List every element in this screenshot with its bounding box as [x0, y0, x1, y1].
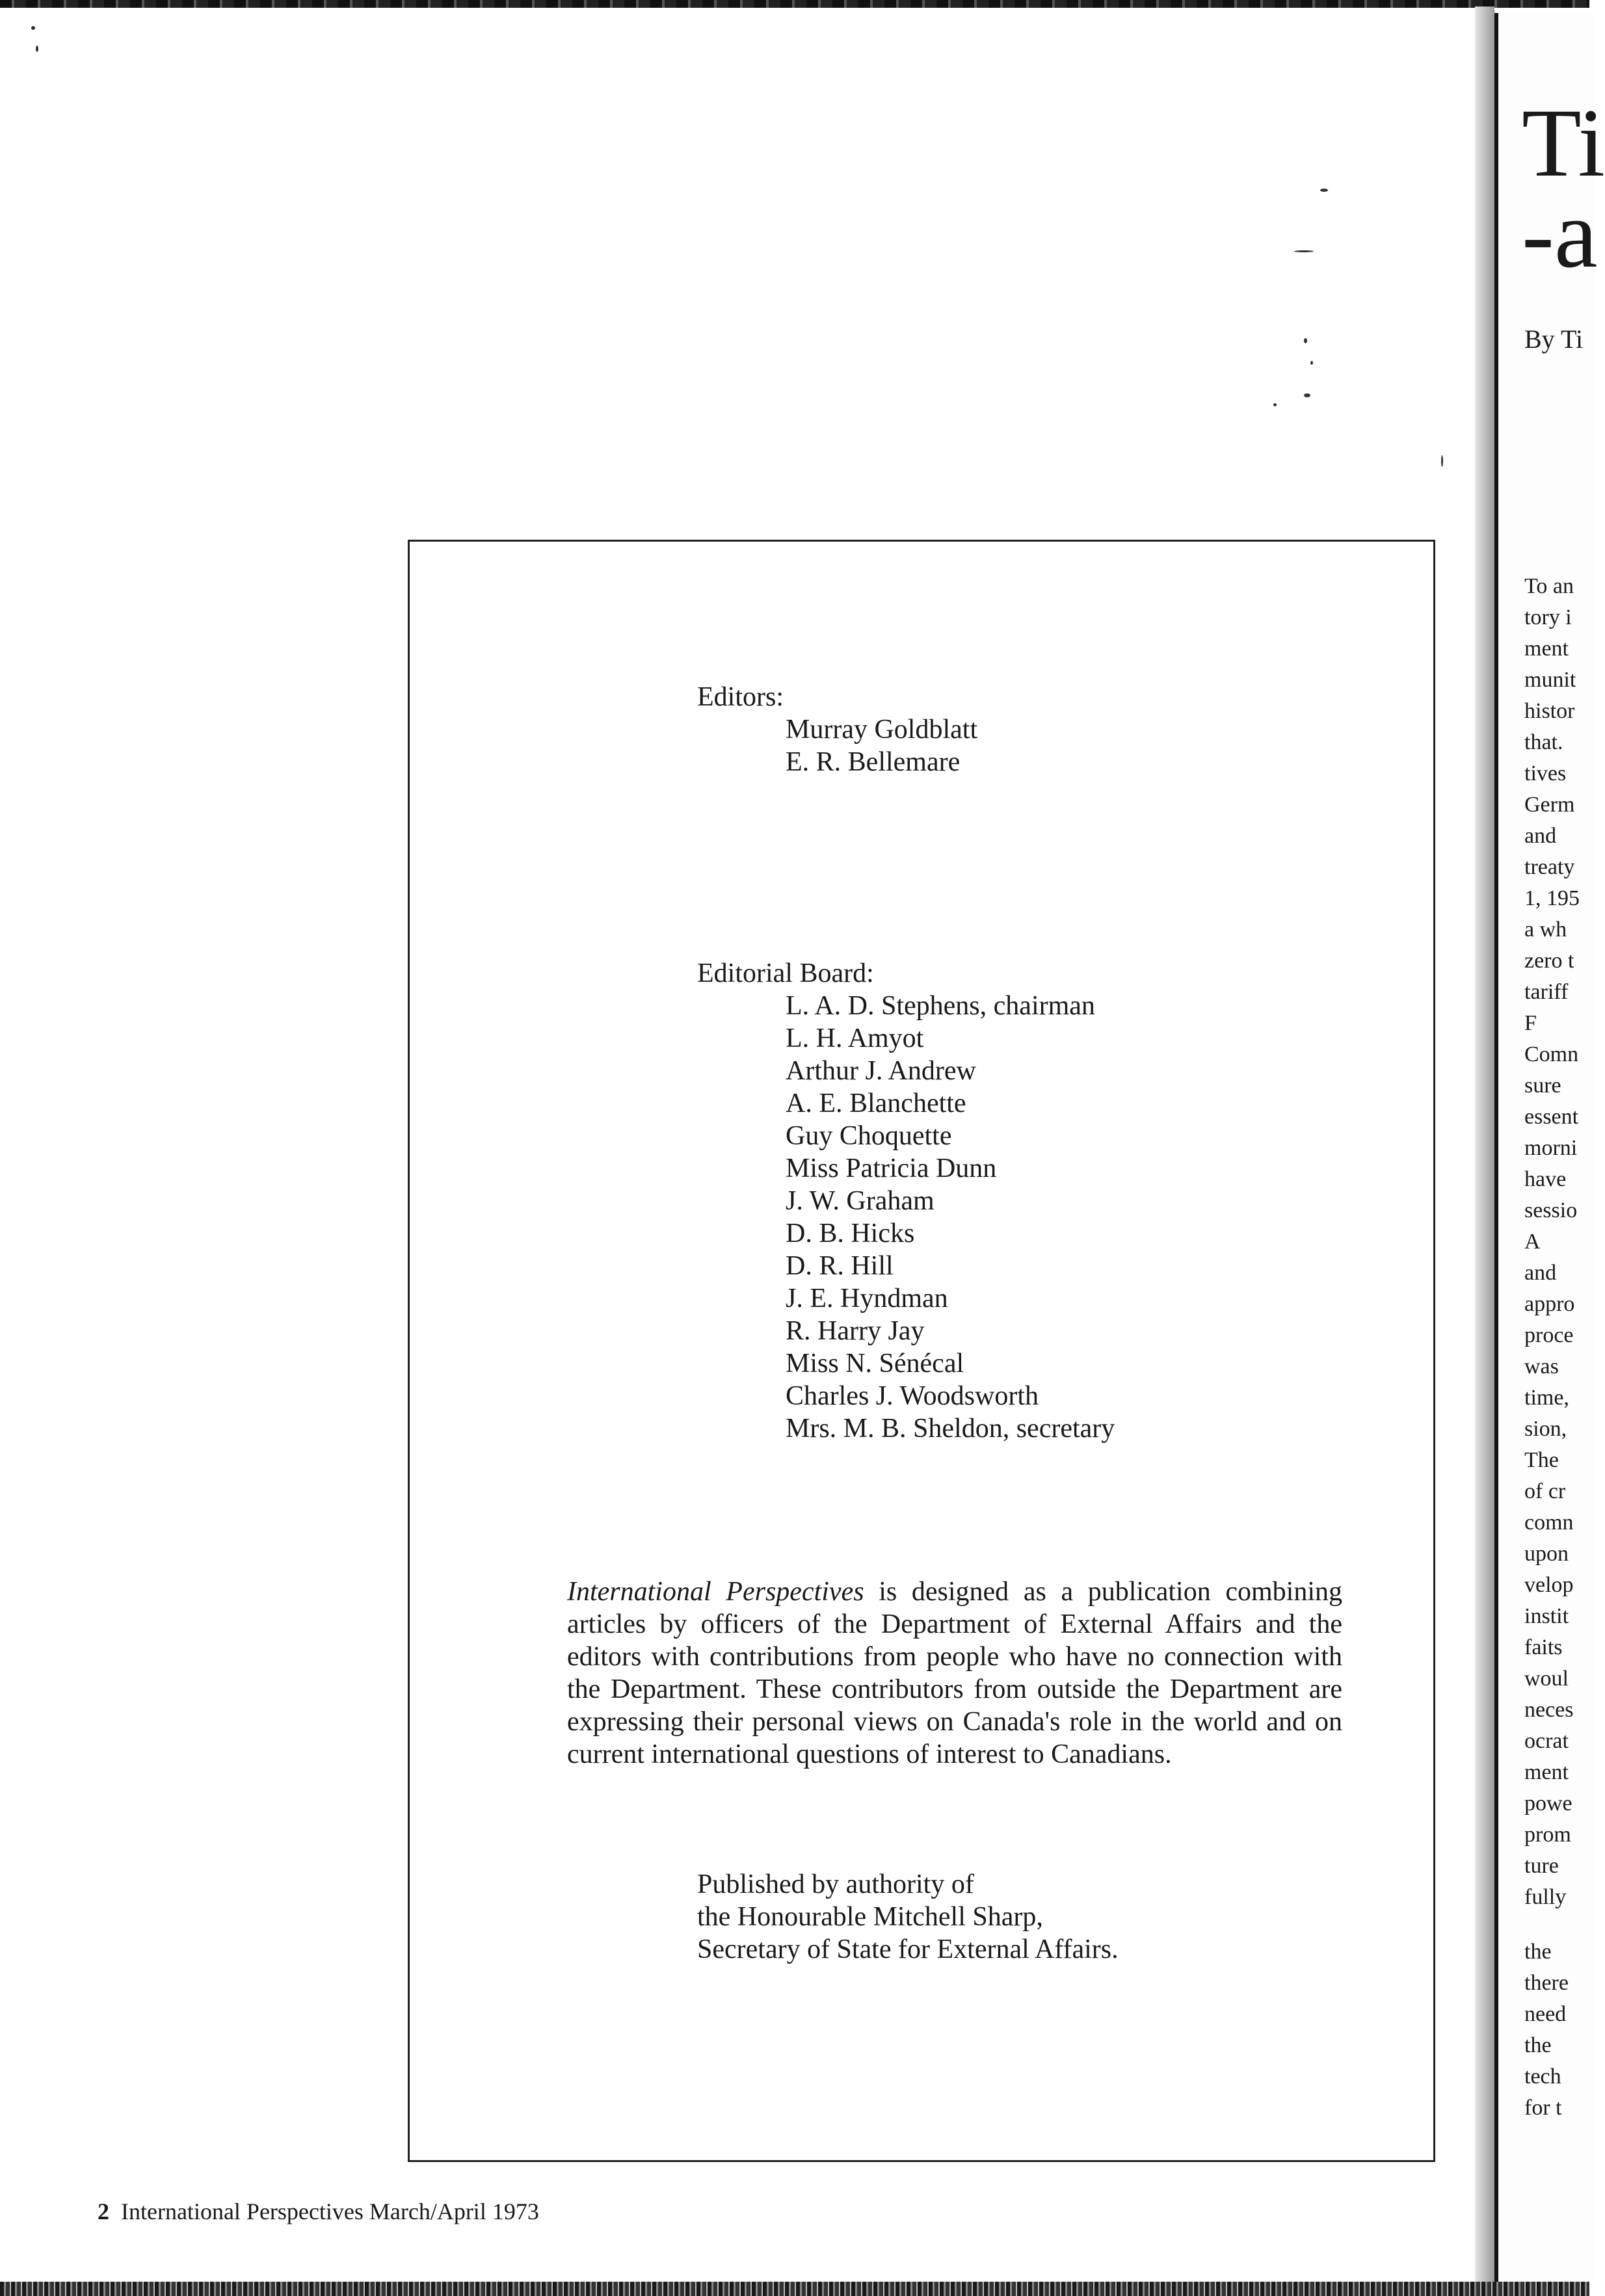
facing-body-line: the: [1524, 2033, 1552, 2057]
facing-body-line: was: [1524, 1354, 1559, 1379]
board-member: Charles J. Woodsworth: [786, 1381, 1039, 1411]
publication-description-body: is designed as a publication combining articles by officers of the Department of External Affairs and the editors with contributions from people who have no connection with the Department. These contributors from outside the Department are expressing their personal views on Canada's role in the world and on current international questions of interest to Canadians.: [567, 1577, 1343, 1769]
board-member: Mrs. M. B. Sheldon, secretary: [786, 1414, 1115, 1444]
facing-body-line: fully: [1524, 1885, 1567, 1909]
facing-body-line: have: [1524, 1167, 1567, 1191]
facing-body-line: time,: [1524, 1386, 1569, 1410]
page-gutter-shadow: [1475, 7, 1494, 2282]
scan-speck: [1320, 189, 1328, 192]
facing-page-title: [1522, 89, 1605, 288]
facing-body-line: sessio: [1524, 1198, 1578, 1222]
facing-body-line: tariff: [1524, 980, 1569, 1004]
facing-body-line: sion,: [1524, 1417, 1567, 1441]
publisher-line: Secretary of State for External Affairs.: [697, 1934, 1119, 1964]
facing-title-line: Ti: [1522, 89, 1605, 197]
board-member: Miss N. Sénécal: [786, 1349, 964, 1379]
board-member: D. R. Hill: [786, 1251, 894, 1281]
facing-body-line: faits: [1524, 1635, 1563, 1659]
facing-title-line: -a: [1522, 180, 1598, 288]
scan-speck: [1304, 338, 1307, 343]
editor-name: Murray Goldblatt: [786, 715, 978, 745]
facing-body-line: prom: [1524, 1823, 1571, 1847]
facing-body-line: munit: [1524, 668, 1576, 692]
scan-speck: [1304, 393, 1310, 397]
facing-body-line: woul: [1524, 1667, 1569, 1691]
running-title: International Perspectives March/April 1973: [121, 2198, 539, 2224]
facing-body-line: and: [1524, 824, 1557, 848]
scan-speck: [31, 26, 35, 30]
scan-top-edge: [0, 0, 1589, 8]
scan-speck: [1310, 361, 1313, 365]
publication-title: International Perspectives: [567, 1577, 864, 1607]
facing-page-byline: By Ti: [1524, 324, 1584, 354]
editorial-board-list: [786, 990, 1115, 1445]
facing-body-line: velop: [1524, 1573, 1574, 1597]
facing-body-line: of cr: [1524, 1479, 1566, 1503]
facing-body-line: Germ: [1524, 793, 1575, 817]
facing-body-line: proce: [1524, 1323, 1574, 1347]
facing-body-line: treaty: [1524, 855, 1575, 879]
publication-description: [567, 1576, 1342, 1771]
facing-body-line: powe: [1524, 1791, 1572, 1815]
scan-bottom-edge: [0, 2282, 1589, 2296]
board-member: J. W. Graham: [786, 1186, 935, 1216]
scan-speck: [1441, 455, 1443, 467]
board-member: Miss Patricia Dunn: [786, 1154, 997, 1183]
facing-body-line: Comn: [1524, 1042, 1579, 1066]
facing-body-line: essent: [1524, 1105, 1579, 1129]
facing-body-line: upon: [1524, 1542, 1569, 1566]
facing-body-line: ment: [1524, 637, 1569, 661]
scan-speck: [36, 46, 38, 52]
facing-body-line: tory i: [1524, 605, 1572, 629]
facing-body-line: ocrat: [1524, 1729, 1569, 1753]
facing-body-line: there: [1524, 1971, 1569, 1995]
facing-body-line: 1, 195: [1524, 886, 1580, 910]
scan-speck: [1273, 403, 1277, 406]
page-number: 2: [98, 2198, 109, 2224]
facing-body-line: A: [1524, 1230, 1541, 1254]
facing-page: [1494, 13, 1605, 2282]
facing-body-line: The: [1524, 1448, 1559, 1472]
facing-body-line: histor: [1524, 699, 1575, 723]
facing-body-line: that.: [1524, 730, 1563, 754]
scan-speck: [1294, 250, 1314, 252]
facing-body-line: comn: [1524, 1511, 1574, 1535]
facing-body-line: the: [1524, 1940, 1552, 1964]
facing-body-line: sure: [1524, 1074, 1561, 1098]
board-member: J. E. Hyndman: [786, 1284, 948, 1313]
facing-body-line: appro: [1524, 1292, 1575, 1316]
facing-body-line: F: [1524, 1011, 1537, 1035]
board-member: L. A. D. Stephens, chairman: [786, 991, 1095, 1021]
board-member: D. B. Hicks: [786, 1219, 915, 1248]
facing-body-line: zero t: [1524, 949, 1574, 973]
publisher-statement: [697, 1868, 1119, 1966]
facing-body-line: instit: [1524, 1604, 1569, 1628]
facing-body-line: need: [1524, 2002, 1567, 2026]
board-member: R. Harry Jay: [786, 1316, 925, 1346]
editor-name: E. R. Bellemare: [786, 747, 961, 777]
facing-body-line: tives: [1524, 761, 1567, 785]
facing-body-line: for t: [1524, 2096, 1562, 2120]
facing-body-line: and: [1524, 1261, 1557, 1285]
facing-body-line: a wh: [1524, 917, 1567, 942]
facing-page-body: [1524, 571, 1580, 2124]
facing-body-line: To an: [1524, 574, 1574, 598]
board-member: Guy Choquette: [786, 1121, 952, 1151]
facing-body-line: [1524, 1913, 1580, 1936]
board-member: A. E. Blanchette: [786, 1089, 966, 1118]
facing-body-line: tech: [1524, 2065, 1561, 2089]
board-member: Arthur J. Andrew: [786, 1056, 976, 1086]
facing-body-line: ture: [1524, 1854, 1559, 1878]
publisher-line: the Honourable Mitchell Sharp,: [697, 1902, 1043, 1932]
facing-body-line: ment: [1524, 1760, 1569, 1784]
editors-heading: Editors:: [697, 682, 784, 712]
editors-list: [786, 713, 977, 778]
board-member: L. H. Amyot: [786, 1023, 924, 1053]
publisher-line: Published by authority of: [697, 1869, 974, 1899]
facing-body-line: neces: [1524, 1698, 1574, 1722]
page-footer: [98, 2198, 539, 2225]
editorial-board-heading: Editorial Board:: [697, 958, 874, 988]
facing-body-line: morni: [1524, 1136, 1578, 1160]
